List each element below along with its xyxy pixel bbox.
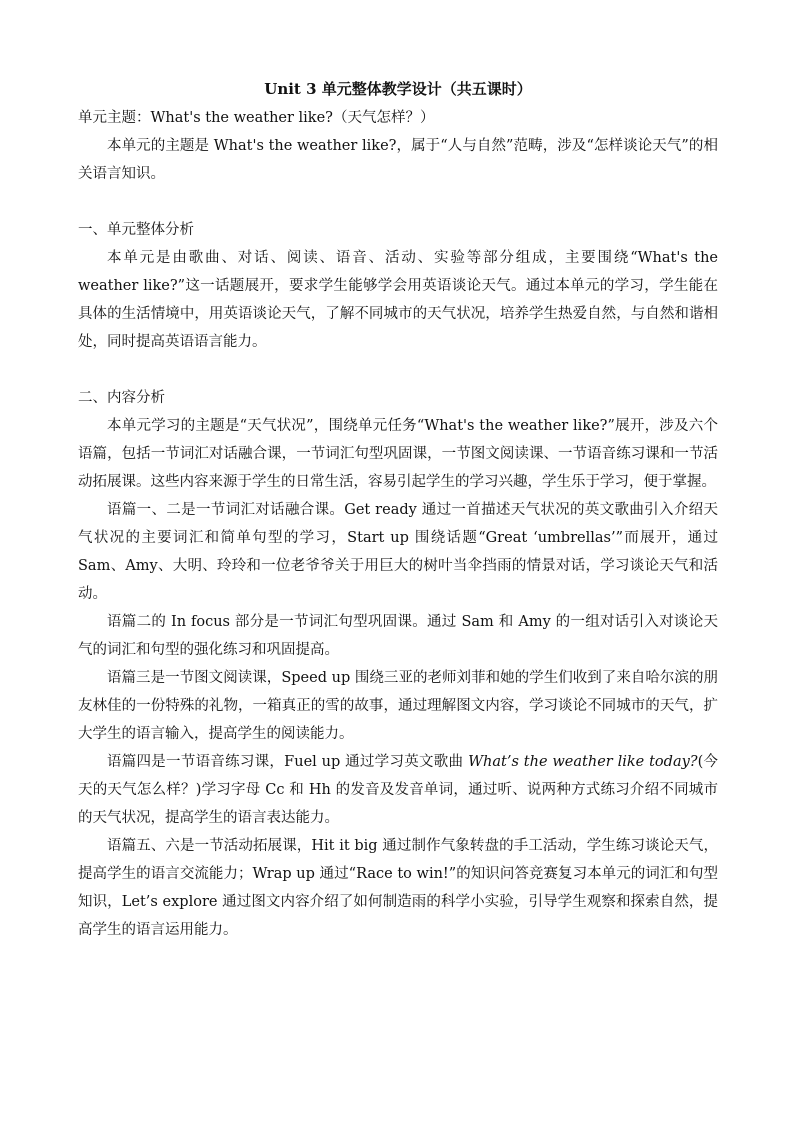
content-paragraph-overview: 本单元学习的主题是“天气状况”，围绕单元任务“What's the weather like?”展开，涉及六个语篇，包括一节词汇对话融合课，一节词汇句型巩固课，一节图文阅读课、一节语音练习课和一节活动拓展课。这些内容来源于学生的日常生活，容易引起学生的学习兴趣，学生乐于学习，便于掌握。	[78, 418, 718, 490]
content-paragraph-in-focus: 语篇二的 In focus 部分是一节词汇句型巩固课。通过 Sam 和 Amy 的一组对话引入对谈论天气的词汇和句型的强化练习和巩固提高。	[78, 614, 718, 658]
document-title: Unit 3 单元整体教学设计（共五课时）	[264, 80, 532, 98]
spacer	[78, 188, 718, 216]
content-paragraph-hit-it-big: 语篇五、六是一节活动拓展课，Hit it big 通过制作气象转盘的手工活动，学生练习谈论天气，提高学生的语言交流能力；Wrap up 通过“Race to win!”的知识问答竞赛复习本单元的词汇和句型知识，Let’s explore 通过图文内容介绍了如何制造雨的科学小实验，引导学生观察和探索自然，提高学生的语言运用能力。	[78, 838, 718, 938]
song-title: What’s the weather like today?	[468, 754, 698, 770]
content-paragraph-text-1-2: 语篇一、二是一节词汇对话融合课。Get ready 通过一首描述天气状况的英文歌曲引入介绍天气状况的主要词汇和简单句型的学习，Start up 围绕话题“Great ‘umbrellas’”而展开，通过 Sam、Amy、大明、玲玲和一位老爷爷关于用巨大的树叶当伞挡雨的情景对话，学习谈论天气和活动。	[78, 502, 718, 602]
fuel-up-text-after: (今天的天气怎么样？)学习字母 Cc 和 Hh 的发音及发音单词，通过听、说两种方式练习介绍不同城市的天气状况，提高学生的语言表达能力。	[78, 754, 718, 826]
intro-paragraph: 本单元的主题是 What's the weather like?，属于“人与自然”范畴，涉及“怎样谈论天气”的相关语言知识。	[78, 138, 718, 182]
section-heading-unit-analysis: 一、单元整体分析	[78, 222, 194, 238]
spacer	[78, 356, 718, 384]
content-paragraph-fuel-up	[78, 748, 718, 832]
unit-analysis-paragraph: 本单元是由歌曲、对话、阅读、语音、活动、实验等部分组成，主要围绕“What's the weather like?”这一话题展开，要求学生能够学会用英语谈论天气。通过本单元的学习，学生能在具体的生活情境中，用英语谈论天气，了解不同城市的天气状况，培养学生热爱自然，与自然和谐相处，同时提高英语语言能力。	[78, 250, 718, 350]
section-heading-content-analysis: 二、内容分析	[78, 390, 165, 406]
unit-theme-line: 单元主题：What's the weather like?（天气怎样？）	[78, 110, 435, 126]
document-page	[78, 76, 718, 944]
content-paragraph-speed-up: 语篇三是一节图文阅读课，Speed up 围绕三亚的老师刘菲和她的学生们收到了来自哈尔滨的朋友林佳的一份特殊的礼物，一箱真正的雪的故事，通过理解图文内容，学习谈论不同城市的天气，扩大学生的语言输入，提高学生的阅读能力。	[78, 670, 718, 742]
fuel-up-text-before: 语篇四是一节语音练习课，Fuel up 通过学习英文歌曲	[107, 754, 469, 770]
